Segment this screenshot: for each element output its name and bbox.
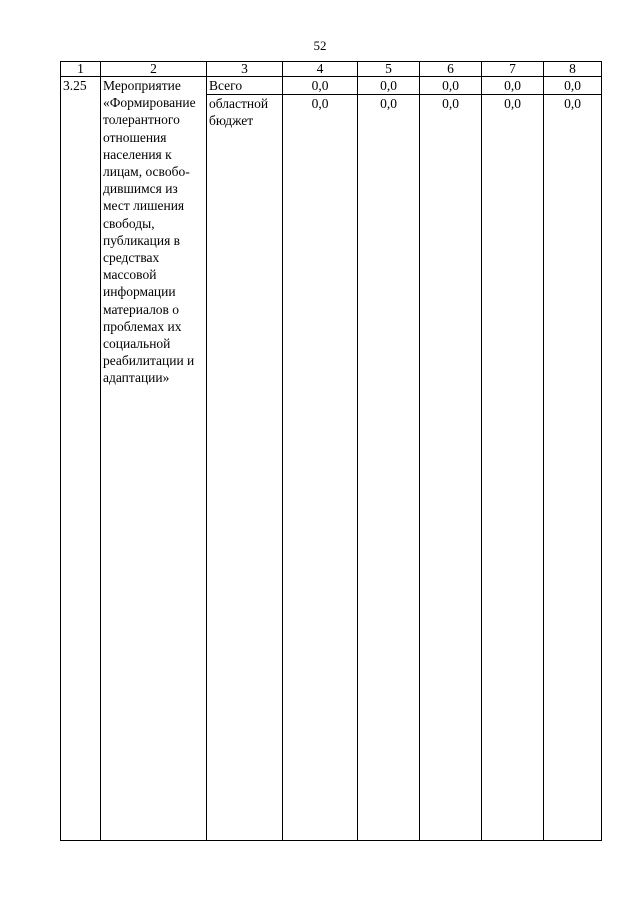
title-line: средствах [103,250,160,266]
header-cell: 4 [283,62,358,77]
title-line: публикация в [103,232,181,248]
value-cell: 0,0 [358,77,420,95]
row-code: 3.25 [61,77,101,841]
measure-title [101,77,207,841]
funding-source-regional [207,95,283,841]
title-line: свободы, [103,215,155,231]
title-line: информации [103,284,176,300]
title-line: реабилитации и [103,353,195,369]
title-line: толерантного [103,112,180,128]
header-cell: 2 [101,62,207,77]
value-cell: 0,0 [482,77,544,95]
header-cell: 7 [482,62,544,77]
title-line: социальной [103,336,171,352]
value-cell: 0,0 [420,77,482,95]
title-line: мест лишения [103,198,185,214]
value-cell: 0,0 [420,95,482,841]
title-line: лицам, освобо- [103,164,190,180]
page-number: 52 [313,38,327,53]
header-cell: 3 [207,62,283,77]
title-line: отношения [103,129,167,145]
title-line: материалов о [103,301,180,317]
title-line: адаптации» [103,370,170,386]
value-cell: 0,0 [544,95,602,841]
value-cell: 0,0 [283,95,358,841]
budget-table [60,61,602,841]
title-line: массовой [103,267,157,283]
header-cell: 1 [61,62,101,77]
header-row [61,62,602,77]
title-line: дившимся из [103,181,178,197]
source-line: областной [209,96,269,111]
value-cell: 0,0 [283,77,358,95]
header-cell: 5 [358,62,420,77]
title-line: «Формирование [103,95,196,111]
funding-source-total: Всего [207,77,283,95]
source-line: бюджет [209,113,254,128]
table-row [61,77,602,95]
title-line: проблемах их [103,318,182,334]
value-cell: 0,0 [358,95,420,841]
title-line: Мероприятие [103,78,181,93]
header-cell: 8 [544,62,602,77]
value-cell: 0,0 [544,77,602,95]
title-line: населения к [103,146,172,162]
value-cell: 0,0 [482,95,544,841]
header-cell: 6 [420,62,482,77]
